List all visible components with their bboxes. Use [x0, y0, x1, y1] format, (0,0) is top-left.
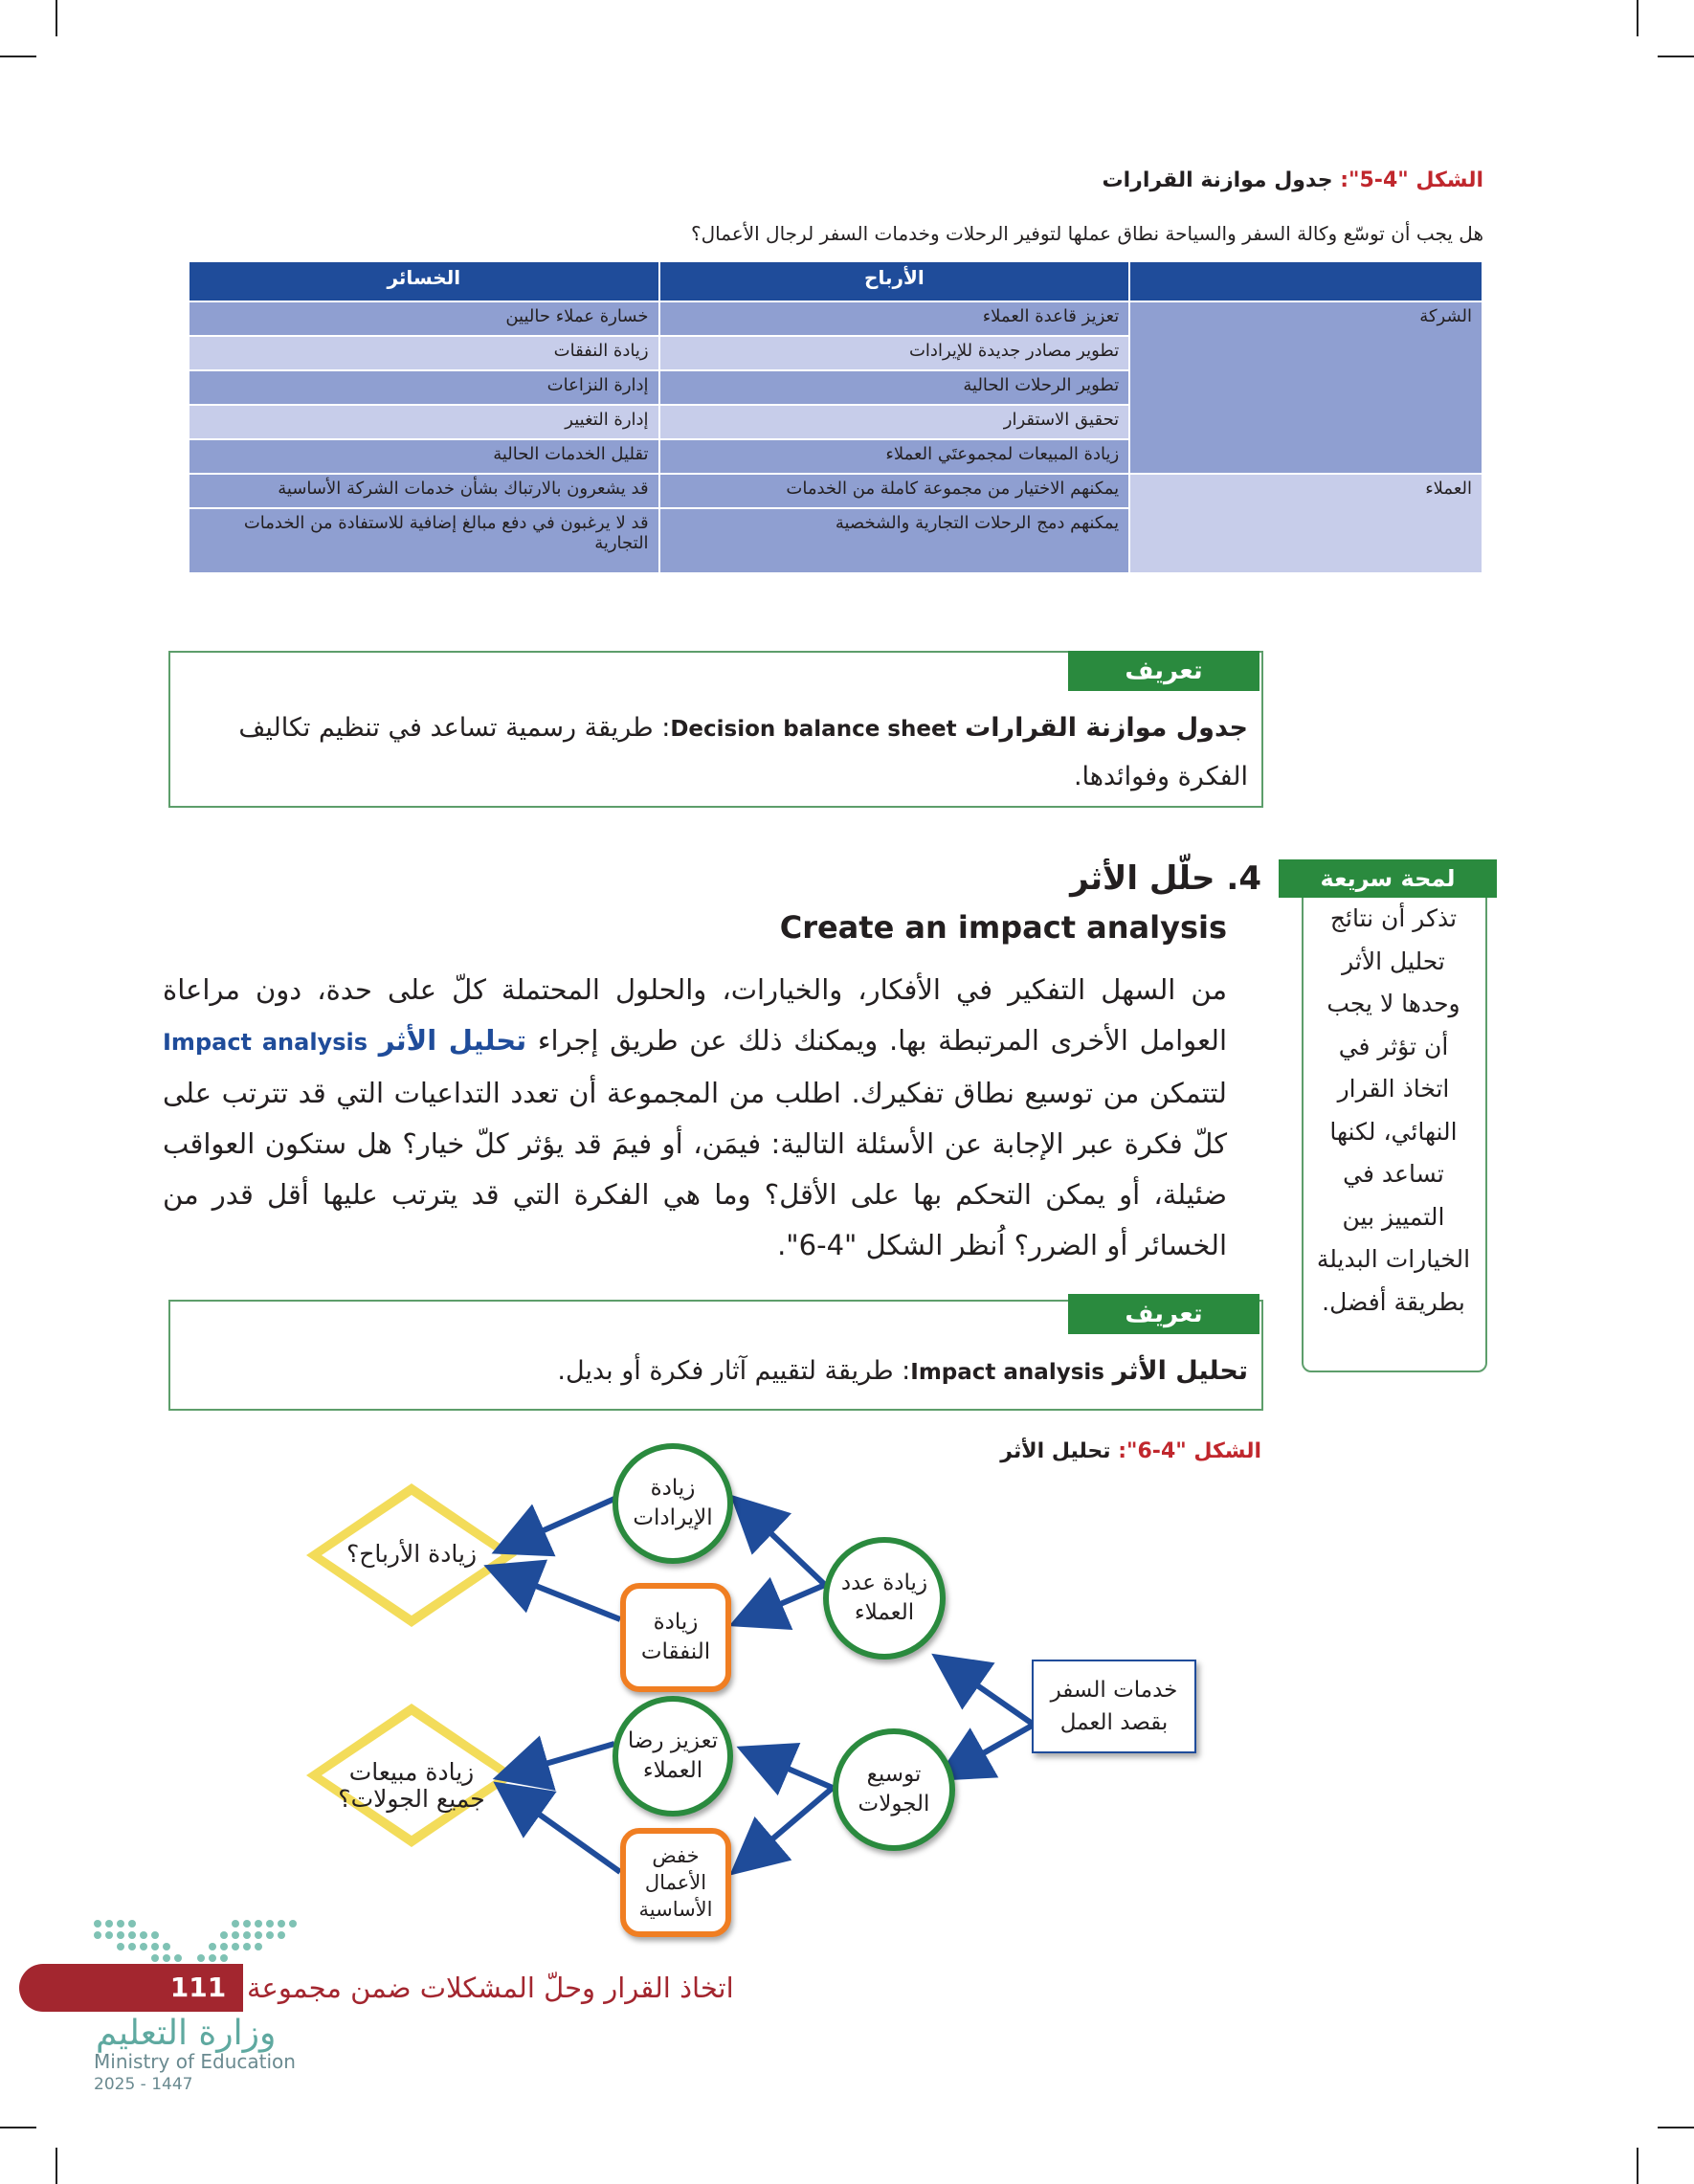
- page-number: 111: [169, 1972, 227, 2003]
- section-paragraph: [163, 965, 1227, 1271]
- ministry-name-ar: وزارة التعليم: [96, 2014, 277, 2053]
- definition-text: [182, 704, 1248, 801]
- source-box: خدمات السفر بقصد العمل: [1032, 1660, 1196, 1753]
- row-label-company: الشركة: [1129, 301, 1482, 474]
- crop-mark: [56, 2148, 57, 2184]
- gain-cell: زيادة المبيعات لمجموعتَي العملاء: [659, 439, 1130, 474]
- decision-balance-table: [188, 260, 1483, 574]
- section-number: 4.: [1226, 859, 1261, 898]
- header-gains: الأرباح: [659, 261, 1130, 301]
- loss-cell: قد يشعرون بالارتباك بشأن خدمات الشركة الأساسية: [189, 474, 659, 508]
- arrow: [752, 1753, 833, 1788]
- figure-caption: [1103, 168, 1484, 192]
- row-label-customers: العملاء: [1129, 474, 1482, 573]
- definition-body: : طريقة رسمية تساعد في تنظيم تكاليف الفكرة وفوائدها.: [238, 713, 1248, 791]
- definition-term-en: Impact analysis: [910, 1360, 1104, 1385]
- definition-term: جدول موازنة القرارات: [965, 713, 1248, 743]
- arrow: [743, 1788, 833, 1864]
- arrow: [946, 1663, 1034, 1725]
- gain-cell: يمكنهم دمج الرحلات التجارية والشخصية: [659, 508, 1130, 573]
- sidebar-line: تحليل الأثر: [1342, 947, 1445, 975]
- quick-look-text: [1309, 898, 1478, 1324]
- result-bottom-text: زيادة مبيعات جميع الجولات؟: [338, 1758, 485, 1813]
- crop-mark: [1658, 56, 1694, 57]
- loss-cell: قد لا يرغبون في دفع مبالغ إضافية للاستفادة من الخدمات التجارية: [189, 508, 659, 573]
- section-heading: [1070, 859, 1261, 898]
- crop-mark: [1658, 2127, 1694, 2128]
- sidebar-line: الخيارات البديلة: [1316, 1245, 1471, 1273]
- arrow: [507, 1792, 620, 1872]
- loss-cell: إدارة التغيير: [189, 405, 659, 439]
- sidebar-line: تذكر أن نتائج: [1329, 904, 1458, 932]
- table-row: [189, 474, 1482, 508]
- node-mid-top: زيادة عدد العملاء: [823, 1537, 946, 1660]
- crop-mark: [1637, 2148, 1638, 2184]
- gain-cell: تحقيق الاستقرار: [659, 405, 1130, 439]
- crop-mark: [0, 56, 36, 57]
- header-empty: [1129, 261, 1482, 301]
- sidebar-line: بطريقة أفضل.: [1322, 1287, 1465, 1316]
- result-top: زيادة الأرباح؟: [345, 1540, 478, 1568]
- gain-cell: تطوير مصادر جديدة للإيرادات: [659, 336, 1130, 370]
- loss-cell: خسارة عملاء حاليين: [189, 301, 659, 336]
- sidebar-line: تساعد في: [1343, 1160, 1444, 1188]
- paragraph-part1: من السهل التفكير في الأفكار، والخيارات، والحلول المحتملة كلّ على حدة، دون مراعاة العوامل الأخرى المرتبطة بها. ويمكنك ذلك عن طريق إجراء: [163, 973, 1227, 1057]
- node-mid-bottom: توسيع الجولات: [833, 1728, 955, 1851]
- node-leaf-core-business: خفض الأعمال الأساسية: [620, 1828, 731, 1937]
- paragraph-term-en: Impact analysis: [163, 1029, 368, 1056]
- paragraph-term: تحليل الأثر: [378, 1024, 527, 1057]
- loss-cell: زيادة النفقات: [189, 336, 659, 370]
- quick-look-tag: لمحة سريعة: [1279, 859, 1497, 898]
- sidebar-line: أن تؤثر في: [1338, 1032, 1449, 1060]
- crop-mark: [0, 2127, 36, 2128]
- arrow: [507, 1499, 614, 1547]
- definition-term: تحليل الأثر: [1112, 1356, 1248, 1386]
- arrow: [745, 1585, 825, 1619]
- definition-body: : طريقة لتقييم آثار فكرة أو بديل.: [557, 1356, 911, 1386]
- gain-cell: تطوير الرحلات الحالية: [659, 370, 1130, 405]
- figure-label: الشكل "4-5":: [1340, 168, 1483, 192]
- arrow: [743, 1506, 825, 1585]
- sidebar-line: التمييز بين: [1342, 1202, 1445, 1231]
- figure-label: الشكل "4-6":: [1118, 1439, 1261, 1463]
- paragraph-part2: لتتمكن من توسيع نطاق تفكيرك. اطلب من المجموعة أن تعدد التداعيات التي قد تترتب على كلّ فكرة عبر الإجابة عن الأسئلة التالية: فيمَن، أو فيمَ قد يؤثر كلّ خيار؟ هل ستكون العواقب ضئيلة، أو يمكن التحكم بها على الأقل؟ وما هي الفكرة التي قد يترتب عليها أقل قدر من الخسائر أو الضرر؟ اُنظر الشكل "4-6".: [163, 1077, 1227, 1261]
- section-title-en: Create an impact analysis: [779, 909, 1227, 946]
- sidebar-line: وحدها لا يجب: [1326, 990, 1460, 1017]
- figure-title: جدول موازنة القرارات: [1102, 168, 1333, 192]
- definition-tag: تعريف: [1068, 1294, 1259, 1334]
- loss-cell: تقليل الخدمات الحالية: [189, 439, 659, 474]
- table-row: [189, 301, 1482, 336]
- gain-cell: تعزيز قاعدة العملاء: [659, 301, 1130, 336]
- arrow: [509, 1744, 614, 1774]
- header-losses: الخسائر: [189, 261, 659, 301]
- footer-title: اتخاذ القرار وحلّ المشكلات ضمن مجموعة: [247, 1972, 734, 2004]
- loss-cell: إدارة النزاعات: [189, 370, 659, 405]
- sidebar-line: اتخاذ القرار: [1337, 1075, 1450, 1103]
- section-title: حلّل الأثر: [1070, 859, 1215, 898]
- edition-year: 2025 - 1447: [94, 2075, 193, 2094]
- ministry-name-en: Ministry of Education: [94, 2050, 296, 2073]
- table-question: هل يجب أن توسّع وكالة السفر والسياحة نطاق عملها لتوفير الرحلات وخدمات السفر لرجال الأعمال؟: [691, 222, 1483, 245]
- table-header-row: [189, 261, 1482, 301]
- result-bottom: [325, 1759, 498, 1813]
- crop-mark: [56, 0, 57, 36]
- definition-term-en: Decision balance sheet: [670, 717, 957, 742]
- sidebar-line: النهائي، لكنها: [1329, 1117, 1458, 1146]
- node-leaf-satisfaction: تعزيز رضا العملاء: [613, 1696, 733, 1816]
- definition-text: [182, 1348, 1248, 1396]
- crop-mark: [1637, 0, 1638, 36]
- definition-tag: تعريف: [1068, 651, 1259, 691]
- arrow: [500, 1571, 620, 1619]
- node-leaf-revenue: زيادة الإيرادات: [613, 1443, 733, 1564]
- node-leaf-expenses: زيادة النفقات: [620, 1583, 731, 1692]
- gain-cell: يمكنهم الاختيار من مجموعة كاملة من الخدمات: [659, 474, 1130, 508]
- impact-diagram: [0, 1436, 1694, 1952]
- arrow: [949, 1725, 1034, 1772]
- figure-title: تحليل الأثر: [1000, 1439, 1111, 1463]
